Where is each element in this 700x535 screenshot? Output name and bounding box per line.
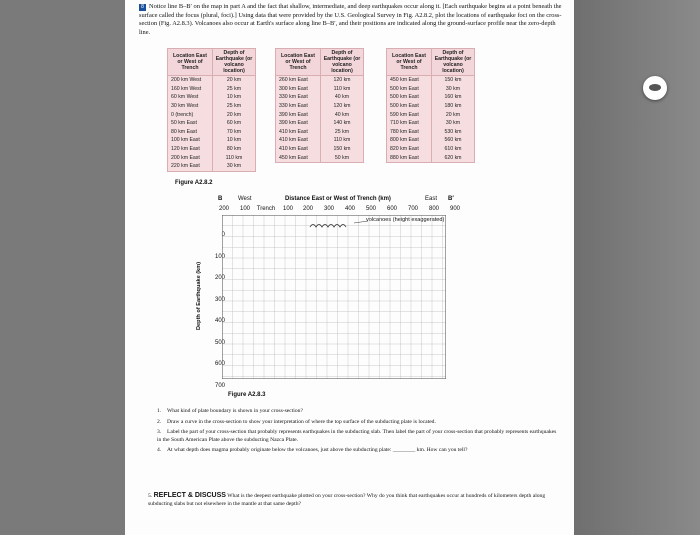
location-cell: 710 km East	[387, 119, 432, 128]
depth-cell: 20 km	[432, 110, 475, 119]
depth-cell: 530 km	[432, 128, 475, 137]
radio-toggle-button[interactable]	[643, 76, 667, 100]
question-4: 4. At what depth does magma probably originate below the volcanoes, just above the subducting plate: ________ km. How can you tell?	[157, 447, 468, 453]
table-row	[168, 119, 256, 128]
table-header-depth: Depth of Earthquake (or volcano location)	[213, 49, 256, 76]
grid-border	[222, 215, 445, 378]
table-row	[387, 153, 475, 162]
table-header-location: Location East or West of Trench	[276, 49, 321, 76]
depth-cell: 110 km	[213, 153, 256, 162]
data-table-1	[167, 48, 256, 172]
x-tick-label: 400	[344, 206, 355, 212]
reflect-title: REFLECT & DISCUSS	[153, 492, 226, 499]
table-row	[168, 145, 256, 154]
x-tick-label: 700	[407, 206, 418, 212]
x-tick-label: 200	[218, 206, 229, 212]
table-row	[168, 102, 256, 111]
figure-label-cross-section: Figure A2.8.3	[228, 392, 266, 398]
depth-cell: 150 km	[432, 76, 475, 85]
table-row	[387, 119, 475, 128]
location-cell: 450 km East	[276, 153, 321, 162]
depth-cell: 20 km	[213, 76, 256, 85]
depth-cell: 110 km	[321, 85, 364, 94]
table-row	[387, 128, 475, 137]
depth-cell: 70 km	[213, 128, 256, 137]
location-cell: 50 km East	[168, 119, 213, 128]
depth-cell: 25 km	[213, 102, 256, 111]
table-row	[276, 102, 364, 111]
table-row	[168, 110, 256, 119]
y-tick-label: 600	[214, 361, 225, 367]
table-row	[168, 85, 256, 94]
x-tick-label: 300	[323, 206, 334, 212]
depth-cell: 10 km	[213, 93, 256, 102]
location-cell: 500 km East	[387, 93, 432, 102]
table-row	[168, 76, 256, 85]
x-tick-label: 500	[365, 206, 376, 212]
location-cell: 800 km East	[387, 136, 432, 145]
x-tick-label: 100	[239, 206, 250, 212]
table-row	[168, 153, 256, 162]
table-row	[168, 93, 256, 102]
depth-cell: 10 km	[213, 136, 256, 145]
right-section-letter: B′	[448, 196, 454, 202]
reflect-number: 5.	[148, 493, 153, 499]
location-cell: 220 km East	[168, 162, 213, 171]
depth-cell: 150 km	[321, 145, 364, 154]
y-tick-label: 100	[214, 253, 225, 260]
depth-cell: 610 km	[432, 145, 475, 154]
depth-cell: 80 km	[213, 145, 256, 154]
x-tick-label: Trench	[256, 206, 276, 212]
depth-cell: 40 km	[321, 93, 364, 102]
location-cell: 330 km East	[276, 93, 321, 102]
location-cell: 450 km East	[387, 76, 432, 85]
table-row	[387, 85, 475, 94]
location-cell: 410 km East	[276, 128, 321, 137]
location-cell: 390 km East	[276, 119, 321, 128]
table-row	[276, 136, 364, 145]
depth-cell: 40 km	[321, 110, 364, 119]
questions-list	[157, 408, 562, 458]
table-row	[276, 119, 364, 128]
depth-cell: 620 km	[432, 153, 475, 162]
cross-section-title: Distance East or West of Trench (km)	[285, 196, 391, 202]
x-tick-label: 600	[386, 206, 397, 212]
question-badge: 8	[139, 4, 146, 11]
y-tick-label: 200	[214, 275, 225, 281]
question-3: 3. Label the part of your cross-section that probably represents earthquakes in the subducting slab. Then label the part of your cross-section that probably represents earthquakes in the South American Plate above the subducting Nazca Plate.	[157, 429, 557, 443]
location-cell: 0 (trench)	[168, 110, 213, 119]
question-2: 2. Draw a curve in the cross-section to show your interpretation of where the top surface of the subducting plate is located.	[157, 418, 436, 425]
reflect-discuss	[148, 492, 558, 508]
location-cell: 60 km West	[168, 93, 213, 102]
question-1: 1. What kind of plate boundary is shown in your cross-section?	[157, 408, 303, 414]
location-cell: 500 km East	[387, 85, 432, 94]
y-axis-label: Depth of Earthquake (km)	[196, 261, 202, 330]
depth-cell: 140 km	[321, 119, 364, 128]
data-table-3	[386, 48, 475, 163]
viewer-background	[574, 0, 700, 535]
table-row	[387, 136, 475, 145]
table-row	[276, 128, 364, 137]
depth-cell: 60 km	[213, 119, 256, 128]
x-tick-label: 100	[282, 206, 293, 212]
west-label: West	[238, 196, 252, 202]
depth-cell: 50 km	[321, 153, 364, 162]
table-row	[276, 110, 364, 119]
y-tick-label: 400	[214, 318, 225, 324]
y-tick-label: 0	[221, 232, 225, 238]
table-row	[387, 93, 475, 102]
location-cell: 100 km East	[168, 136, 213, 145]
location-cell: 590 km East	[387, 110, 432, 119]
y-tick-label: 700	[214, 382, 225, 389]
table-row	[387, 102, 475, 111]
depth-cell: 120 km	[321, 102, 364, 111]
depth-cell: 30 km	[213, 162, 256, 171]
intro-text: Notice line B–B′ on the map in part A and the fact that shallow, intermediate, and deep earthquakes occur along it. [Each earthquake begins at a point beneath the surface called the focus (plural, foci).] Using data that were provided by the U.S. Geological Survey in Fig. A2.8.2, plot the locations of earthquake foci on the cross-section (Fig. A2.8.3). Volcanoes also occur at Earth's surface along line B–B′, and their positions are indicated along the ground-surface profile near the zero-depth line.	[139, 3, 562, 36]
y-tick-label: 500	[214, 339, 225, 346]
cross-section-grid[interactable]	[222, 215, 446, 379]
table-row	[276, 76, 364, 85]
location-cell: 410 km East	[276, 145, 321, 154]
location-cell: 200 km West	[168, 76, 213, 85]
x-tick-label: 800	[428, 206, 439, 212]
data-table-2	[275, 48, 364, 163]
location-cell: 820 km East	[387, 145, 432, 154]
table-row	[387, 110, 475, 119]
location-cell: 160 km West	[168, 85, 213, 94]
intro-paragraph	[139, 3, 567, 37]
reflect-text: What is the deepest earthquake plotted on your cross-section? Why do you think that earthquakes occur at hundreds of kilometers depth along subducting slabs but not elsewhere in the mantle at that same depth?	[148, 493, 546, 507]
depth-cell: 110 km	[321, 136, 364, 145]
location-cell: 80 km East	[168, 128, 213, 137]
table-row	[168, 136, 256, 145]
depth-cell: 20 km	[213, 110, 256, 119]
table-row	[276, 93, 364, 102]
table-header-location: Location East or West of Trench	[387, 49, 432, 76]
location-cell: 330 km East	[276, 102, 321, 111]
location-cell: 780 km East	[387, 128, 432, 137]
location-cell: 200 km East	[168, 153, 213, 162]
figure-label-table: Figure A2.8.2	[175, 180, 213, 186]
table-row	[168, 162, 256, 171]
x-tick-label: 900	[449, 206, 460, 212]
grid-lines	[222, 215, 446, 379]
depth-cell: 30 km	[432, 119, 475, 128]
table-row	[276, 85, 364, 94]
table-header-location: Location East or West of Trench	[168, 49, 213, 76]
location-cell: 390 km East	[276, 110, 321, 119]
east-label: East	[425, 196, 438, 202]
location-cell: 30 km West	[168, 102, 213, 111]
depth-cell: 560 km	[432, 136, 475, 145]
depth-cell: 120 km	[321, 76, 364, 85]
x-tick-label: 200	[302, 206, 313, 212]
table-row	[276, 145, 364, 154]
table-row	[387, 145, 475, 154]
location-cell: 120 km East	[168, 145, 213, 154]
location-cell: 260 km East	[276, 76, 321, 85]
table-header-depth: Depth of Earthquake (or volcano location)	[321, 49, 364, 76]
y-tick-label: 300	[214, 296, 225, 303]
table-row	[168, 128, 256, 137]
table-row	[276, 153, 364, 162]
volcano-leader-line	[354, 221, 368, 223]
depth-cell: 30 km	[432, 85, 475, 94]
depth-cell: 25 km	[321, 128, 364, 137]
depth-cell: 160 km	[432, 93, 475, 102]
depth-cell: 25 km	[213, 85, 256, 94]
location-cell: 300 km East	[276, 85, 321, 94]
depth-cell: 180 km	[432, 102, 475, 111]
location-cell: 500 km East	[387, 102, 432, 111]
location-cell: 880 km East	[387, 153, 432, 162]
location-cell: 410 km East	[276, 136, 321, 145]
table-row	[387, 76, 475, 85]
left-section-letter: B	[218, 196, 223, 202]
table-header-depth: Depth of Earthquake (or volcano location)	[432, 49, 475, 76]
volcano-label: volcanoes (height exaggerated)	[366, 217, 445, 223]
